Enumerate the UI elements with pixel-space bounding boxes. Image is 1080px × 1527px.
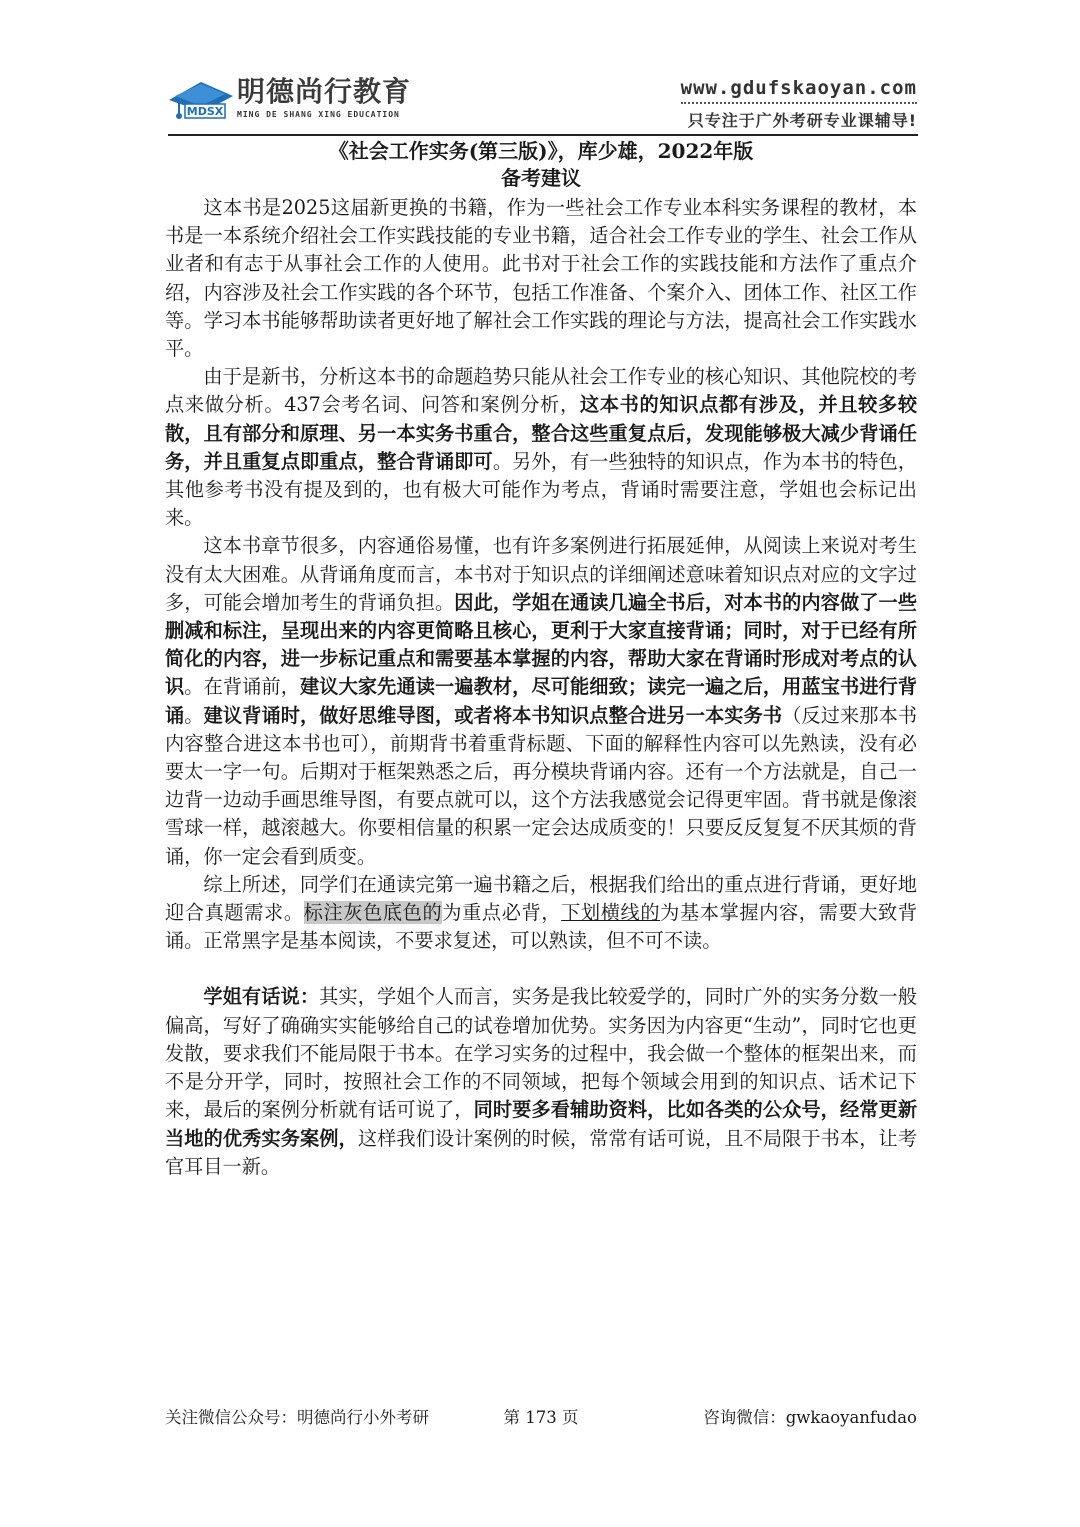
paragraph-study-method: [165, 532, 917, 870]
footer-page-number: 第 173 页: [503, 1408, 579, 1427]
paragraph-text: 这样我们设计案例的时候，常常有话可说，且不局限于书本，让考官耳目一新。: [165, 1126, 918, 1178]
brand-name: 明德尚行教育: [237, 75, 412, 108]
gray-highlight-text: 标注灰色底色的: [303, 901, 443, 925]
document-title: 《社会工作实务(第三版)》，库少雄，2022年版: [328, 139, 754, 163]
paragraph-text: 。另外，有一些独特的知识点，作为本书的特色，其他参考书没有提及到的，也有极大可能作为考点，背诵时需要注意，学姐也会标记出来。: [165, 449, 918, 530]
paragraph-text: （反过来那本书内容整合进这本书也可），前期背书着重背标题、下面的解释性内容可以先熟读，没有必要太一字一句。后期对于框架熟悉之后，再分模块背诵内容。还有一个方法就是，自己一边背一边动手画思维导图，有要点就可以，这个方法我感觉会记得更牢固。背书就是像滚雪球一样，越滚越大。你要相信量的积累一定会达成质变的！只要反反复复不厌其烦的背诵，你一定会看到质变。: [165, 703, 918, 868]
header-divider: [168, 134, 918, 136]
paragraph-summary: [165, 871, 917, 956]
paragraph-exam-trend: [165, 363, 917, 532]
site-url: www.gdufskaoyan.com: [680, 77, 917, 99]
paragraph-text: 这本书章节很多，内容通俗易懂，也有许多案例进行拓展延伸，从阅读上来说对考生没有太大困难。从背诵角度而言，本书对于知识点的详细阐述意味着知识点对应的文字过多，可能会增加考生的背诵负担。: [165, 534, 917, 614]
advice-label: 学姐有话说：: [203, 985, 320, 1009]
bold-text: 同时要多看辅助资料，比如各类的公众号，经常更新当地的优秀实务案例，: [165, 1098, 918, 1150]
paragraph-text: 由于是新书，分析这本书的命题趋势只能从社会工作专业的核心知识、其他院校的考点来做分析。437会考名词、问答和案例分析，: [165, 365, 917, 417]
paragraph-text: 为重点必背，: [442, 901, 562, 925]
paragraph-text: 这本书是2025这届新更换的书籍，作为一些社会工作专业本科实务课程的教材，本书是一本系统介绍社会工作实践技能的专业书籍，适合社会工作专业的学生、社会工作从业者和有志于从事社会工作的人使用。此书对于社会工作的实践技能和方法作了重点介绍，内容涉及社会工作实践的各个环节，包括工作准备、个案介入、团体工作、社区工作等。学习本书能够帮助读者更好地了解社会工作实践的理论与方法，提高社会工作实践水平。: [165, 196, 917, 361]
document-subtitle: 备考建议: [501, 166, 581, 190]
site-info: [681, 76, 917, 131]
paragraph-intro: [165, 194, 917, 363]
page-footer: [165, 1404, 917, 1432]
paragraph-text: 。: [184, 703, 204, 727]
bold-text: 因此，学姐在通读几遍全书后，对本书的内容做了一些删减和标注，呈现出来的内容更简略且核心，更利于大家直接背诵；同时，对于已经有所简化的内容，进一步标记重点和需要基本掌握的内容，帮助大家在背诵时形成对考点的认识: [165, 590, 918, 699]
bold-text: 建议大家先通读一遍教材，尽可能细致；读完一遍之后，用蓝宝书进行背诵: [165, 675, 918, 727]
underlined-text: 下划横线的: [561, 901, 661, 925]
brand: [237, 76, 411, 119]
page-header: [165, 70, 917, 134]
document-body: [165, 194, 917, 1181]
bold-text: 建议背诵时，做好思维导图，或者将本书知识点整合进另一本实务书: [203, 703, 783, 727]
graduation-cap-logo-icon: [165, 74, 235, 132]
paragraph-text: 。在背诵前，: [184, 675, 301, 699]
bold-text: 这本书的知识点都有涉及，并且较多较散，且有部分和原理、另一本实务书重合，整合这些重复点后，发现能够极大减少背诵任务，并且重复点即重点，整合背诵即可: [165, 393, 918, 473]
brand-subtitle: MING DE SHANG XING EDUCATION: [237, 110, 400, 119]
site-tagline: 只专注于广外考研专业课辅导!: [687, 111, 917, 130]
logo-text: MDSX: [186, 105, 224, 118]
footer-wechat-account: 关注微信公众号：明德尚行小外考研: [165, 1408, 429, 1427]
paragraph-text: 其实，学姐个人而言，实务是我比较爱学的，同时广外的实务分数一般偏高，写好了确确实实能够给自己的试卷增加优势。实务因为内容更“生动”，同时它也更发散，要求我们不能局限于书本。在学习实务的过程中，我会做一个整体的框架出来，而不是分开学，同时，按照社会工作的不同领域，把每个领域会用到的知识点、话术记下来，最后的案例分析就有话可说了，: [165, 985, 918, 1122]
paragraph-text: 综上所述，同学们在通读完第一遍书籍之后，根据我们给出的重点进行背诵，更好地迎合真题需求。: [165, 872, 917, 925]
paragraph-text: 为基本掌握内容，需要大致背诵。正常黑字是基本阅读，不要求复述，可以熟读，但不可不读。: [165, 901, 918, 953]
footer-contact: 咨询微信：gwkaoyanfudao: [703, 1408, 917, 1427]
paragraph-senior-advice: [165, 983, 917, 1180]
site-url-divider: [681, 102, 917, 104]
